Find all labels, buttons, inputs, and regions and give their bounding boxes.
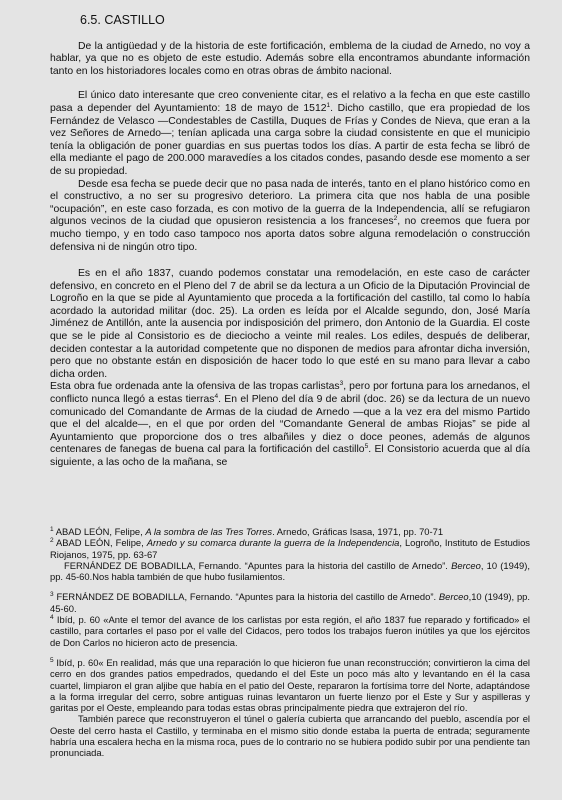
footnote-5-continued: También parece que reconstruyeron el túnel o galería cubierta que arrancando del pueblo, ascendía por el Oeste del cerro hasta el Castillo, y terminaba en el mismo sitio donde estaba la puerta de entrada; seguramente habría una escalera hecha en la misma roca, pues de lo contrario no se hubiera podido subir por una pendiente tan pronunciada. — [50, 713, 530, 759]
footnote-5 — [50, 657, 530, 713]
paragraph-3-part-b: , no creemos que fuera por mucho tiempo, y en todo caso tampoco nos aporta datos sobre alguna remodelación o construcción defensiva ni de ningún otro tipo. — [50, 216, 530, 253]
footnotes — [50, 526, 530, 759]
main-text — [50, 0, 530, 470]
paragraph-3-part-a: Desde esa fecha se puede decir que no pasa nada de interés, tanto en el plano histórico como en el constructivo, a no ser su progresivo deterioro. La primera cita que nos habla de una posible “ocupación”, en este caso forzada, es con motivo de la guerra de la Independencia, allí se refugiaron algunos vecinos de la ciudad que opusieron resistencia a los franceses — [50, 178, 530, 228]
footnote-4 — [50, 614, 530, 648]
footnote-ref-1[interactable]: 1 — [326, 101, 331, 109]
footnote-3-title: Berceo — [438, 591, 469, 603]
footnote-2b-title: Berceo — [451, 559, 481, 571]
footnote-1-title: A la sombra de las Tres Torres — [145, 526, 273, 537]
paragraph-5-part-c: . En el Pleno del día 9 de abril (doc. 26) se da lectura de un nuevo comunicado del Comandante de Armas de la ciudad de Arnedo —que a la vez era del mismo Partido que el del alcalde—, en el que por orden del “Comandante General de ambas Riojas” se pide al Ayuntamiento que proporcione dos o tres albañiles y diez o doce peones, además de algunos centenares de fanegas de buena cal para la fortificación del castillo — [50, 394, 530, 456]
footnote-4-text: Ibíd, p. 60 «Ante el temor del avance de los carlistas por esta región, el año 1837 fue reparado y fortificado» el castillo, para cortarles el paso por el valle del Cidacos, pero todos los trabajos fueron inútiles ya que los ejércitos de Don Carlos no hicieron acto de presencia. — [50, 614, 530, 648]
footnote-number-5: 5 — [50, 656, 54, 664]
paragraph-5-part-d: . El Consistorio acuerda que al día siguiente, a las ocho de la mañana, se — [50, 444, 530, 468]
paragraph-5-part-b: , pero por fortuna para los arnedanos, el conflicto nunca llegó a estas tierras — [50, 381, 530, 406]
footnote-ref-4[interactable]: 4 — [214, 393, 219, 401]
footnote-2-text: ABAD LEÓN, Felipe, — [53, 537, 147, 549]
paragraph-2-part-a: El único dato interesante que creo conveniente citar, es el relativo a la fecha en que este castillo pasa a depender del Ayuntamiento: 18 de mayo de 1512 — [50, 90, 530, 114]
section-heading: 6.5. CASTILLO — [80, 13, 165, 27]
footnote-number-2: 2 — [50, 537, 54, 545]
footnote-ref-2[interactable]: 2 — [393, 215, 398, 223]
footnote-2-rest: , Logroño, Instituto de Estudios Riojanos, 1975, pp. 63-67 — [50, 537, 530, 560]
footnote-1 — [50, 526, 530, 537]
footnote-2b-rest: , 10 (1949), pp. 45-60.Nos habla también de que hubo fusilamientos. — [50, 559, 530, 583]
footnote-2b-text: FERNÁNDEZ DE BOBADILLA, Fernando. “Apuntes para la historia del castillo de Arnedo”. — [64, 559, 452, 571]
footnote-number-1: 1 — [50, 526, 54, 533]
footnote-1-rest: . Arnedo, Gráficas Isasa, 1971, pp. 70-71 — [272, 526, 444, 537]
footnote-3-text: FERNÁNDEZ DE BOBADILLA, Fernando. “Apuntes para la historia del castillo de Arnedo”. — [53, 591, 439, 603]
paragraph-5 — [50, 381, 530, 469]
footnote-number-4: 4 — [50, 614, 54, 622]
paragraph-2 — [50, 90, 530, 178]
paragraph-3 — [50, 179, 530, 255]
footnote-2-continued — [50, 560, 530, 583]
paragraph-5-part-a: Esta obra fue ordenada ante la ofensiva de las tropas carlistas — [50, 381, 340, 393]
footnote-3 — [50, 591, 530, 614]
footnote-ref-3[interactable]: 3 — [339, 380, 344, 388]
paragraph-4: Es en el año 1837, cuando podemos constatar una remodelación, en este caso de carácter defensivo, en concreto en el Pleno del 7 de abril se da lectura a un Oficio de la Diputación Provincial de Logroño en la que se pide al Ayuntamiento que proceda a la fortificación del castillo, tal como lo había acordado la autoridad militar (doc. 25). La orden es leída por el Alcalde segundo, don, José María Jiménez de Antillón, ante la ausencia por indisposición del primero, don Antonio de la Guardia. El coste que se le pide al Consistorio es de dieciocho a veinte mil reales. Los ediles, después de deliberar, deciden contestar a la autoridad competente que no disponen de medios para afrontar dicha inversión, pero que no obstante están en disposición de hacer todo lo que esté en su mano para llevar a cabo dicha orden. — [50, 268, 530, 380]
footnote-2-title: Arnedo y su comarca durante la guerra de la Independencia — [146, 537, 400, 549]
footnote-2 — [50, 537, 530, 560]
paragraph-1: De la antigüedad y de la historia de este fortificación, emblema de la ciudad de Arnedo, no voy a hablar, ya que no es objeto de este estudio. Además sobre ella encontramos abundante información tanto en los historiadores locales como en otras obras de ámbito nacional. — [50, 40, 530, 77]
footnote-5-text: Ibíd, p. 60« En realidad, más que una reparación lo que hicieron fue unan reconstrucción; convirtieron la cima del cerro en dos grandes patios empedrados, quedando el del Este un poco más alto y levantando en él la casa cuartel, limpiaron el gran aljibe que había en el patio del Oeste, repararon la fortísima torre del Norte, adaptándose a la forma irregular del cerro, sobre antiguas ruinas levantaron un fuerte lienzo por el Este y Sur y aspilleras y garitas por el Oeste, empleando para todas estas obras principalmente piedra que extrajeron del río. — [50, 656, 530, 714]
footnote-ref-5[interactable]: 5 — [364, 443, 369, 451]
paragraph-2-part-b: . Dicho castillo, que era propiedad de los Fernández de Velasco —Condestables de Castilla, Duques de Frías y Condes de Nieva, que eran a la vez Señores de Arnedo—; tenían aplicada una carga sobre la ciudad consistente en que el municipio tenía la obligación de poner guardias en sus puertas todos los días. A partir de esta fecha se libró de ella mediante el pago de 200.000 maravedíes a los citados condes, pasando desde ese momento a ser de su propiedad. — [50, 102, 530, 177]
footnote-number-3: 3 — [50, 591, 54, 599]
footnote-1-text: ABAD LEÓN, Felipe, — [53, 526, 146, 537]
footnote-3-rest: ,10 (1949), pp. 45-60. — [50, 591, 530, 614]
